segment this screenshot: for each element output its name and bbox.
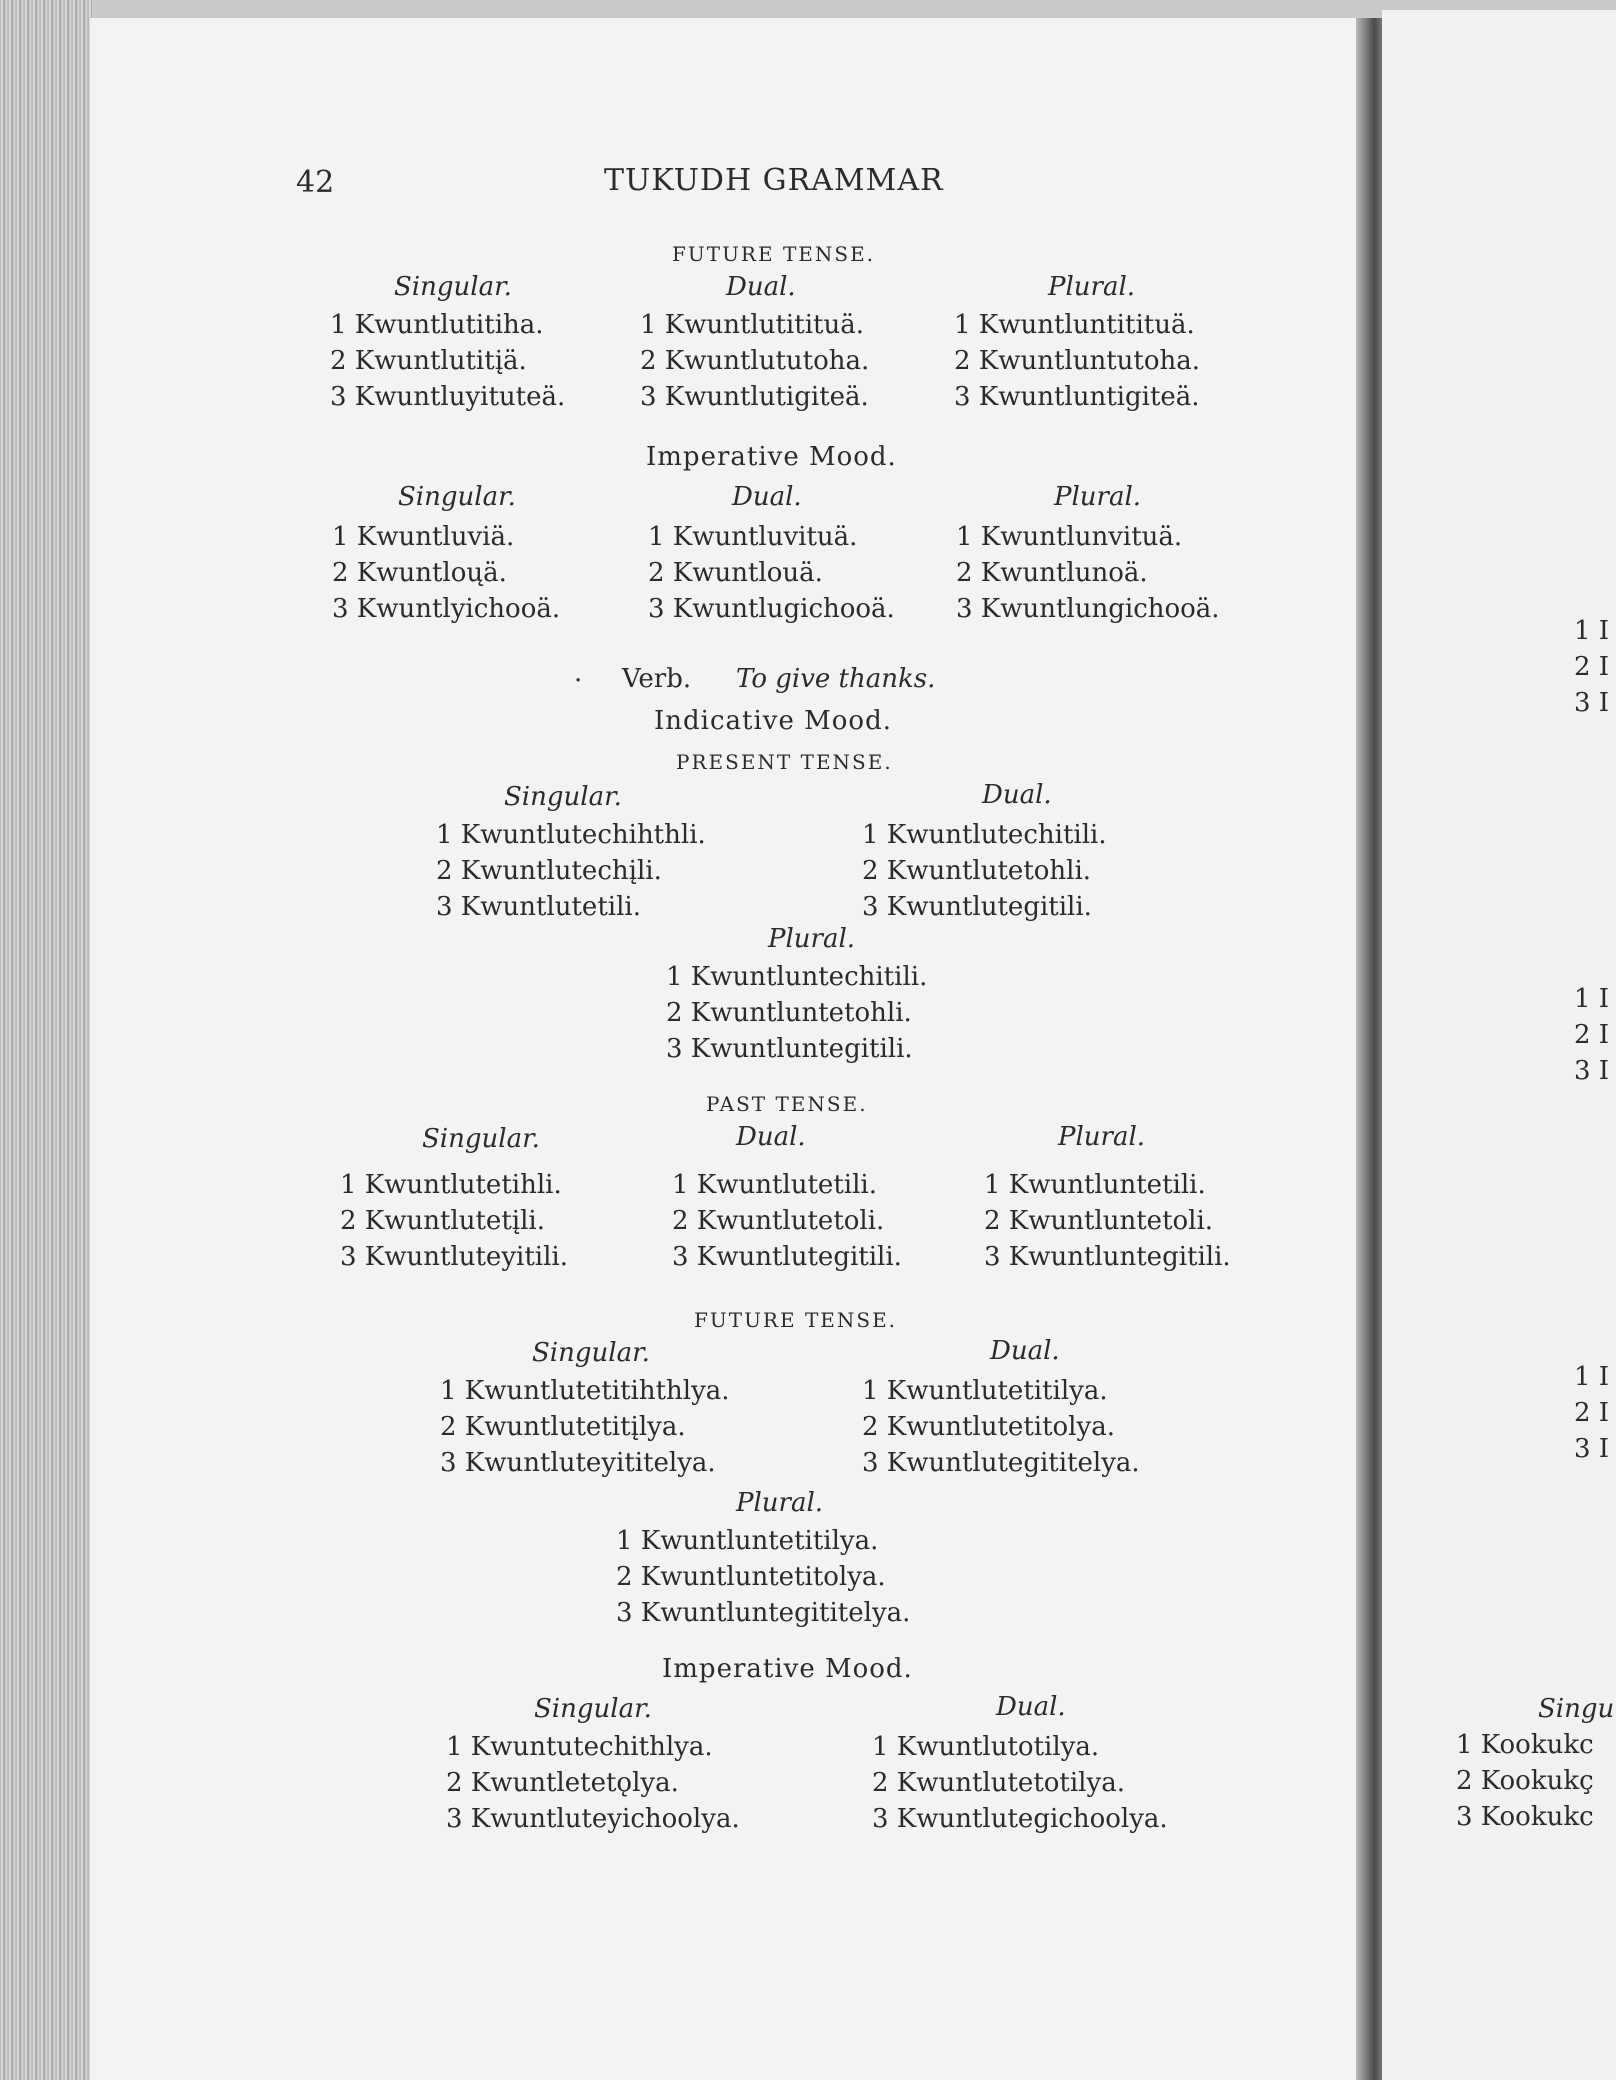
future2-singular-forms [440,1376,730,1484]
form: 3 Kwuntluteyititelya. [440,1448,716,1478]
imperative-plural-label: Plural. [1054,482,1142,512]
fragment: 2 I [1574,1398,1610,1428]
form: 1 Kwuntluviä. [332,522,515,552]
fragment: 1 I [1574,616,1610,646]
future2-plural-forms [616,1526,910,1634]
imperative-dual-label: Dual. [732,482,802,512]
form: 3 Kwuntlutigiteä. [640,382,869,412]
fragment: 2 Kookukç [1456,1766,1594,1796]
fragment: 3 I [1574,688,1610,718]
past-singular-label: Singular. [422,1124,540,1154]
present-singular-forms [436,820,706,928]
imperative2-dual-forms [872,1732,1168,1840]
form: 1 Kwuntluvituä. [648,522,858,552]
present-plural-forms [666,962,927,1070]
form: 1 Kwuntlutetihli. [340,1170,562,1200]
form: 2 Kwuntloųä. [332,558,507,588]
form: 2 Kwuntlutechįli. [436,856,662,886]
imperative2-dual-label: Dual. [996,1692,1066,1722]
imperative-plural-forms [956,522,1220,630]
form: 3 Kwuntlutegitili. [672,1242,902,1272]
fragment: 3 I [1574,1434,1610,1464]
fragment: 3 I [1574,1056,1610,1086]
future-singular-forms [330,310,565,418]
future2-singular-label: Singular. [532,1338,650,1368]
book-gutter [1356,18,1382,2080]
fragment: 2 I [1574,652,1610,682]
fragment: 3 Kookukc [1456,1802,1594,1832]
form: 2 Kwuntlutetoli. [672,1206,885,1236]
future-tense-heading: FUTURE TENSE. [672,242,876,266]
form: 3 Kwuntluntegitili. [984,1242,1231,1272]
form: 2 Kwuntlutetitolya. [862,1412,1115,1442]
form: 2 Kwuntluntutoha. [954,346,1201,376]
form: 3 Kwuntluntegitili. [666,1034,913,1064]
present-tense-heading: PRESENT TENSE. [676,750,893,774]
form: 2 Kwuntlutetohli. [862,856,1092,886]
form: 1 Kwuntluntetitilya. [616,1526,879,1556]
form: 1 Kwuntlunvituä. [956,522,1183,552]
fragment: 1 I [1574,1362,1610,1392]
form: 3 Kwuntluntegititelya. [616,1598,911,1628]
form: 3 Kwuntlutegititelya. [862,1448,1140,1478]
form: 1 Kwuntluntitituä. [954,310,1195,340]
future-plural-label: Plural. [1048,272,1136,302]
form: 2 Kwuntluntetoli. [984,1206,1214,1236]
form: 2 Kwuntlutetitįlya. [440,1412,686,1442]
right-page-fragment-b [1574,984,1609,1092]
form: 2 Kwuntlunoä. [956,558,1148,588]
form: 3 Kwuntluyituteä. [330,382,566,412]
form: 1 Kwuntlutetili. [672,1170,877,1200]
imperative2-singular-label: Singular. [534,1694,652,1724]
form: 3 Kwuntlutegitili. [862,892,1092,922]
form: 2 Kwuntlutitįä. [330,346,527,376]
past-plural-forms [984,1170,1231,1278]
form: 3 Kwuntlugichooä. [648,594,895,624]
form: 1 Kwuntlutetitihthlya. [440,1376,730,1406]
past-plural-label: Plural. [1058,1122,1146,1152]
book-page-edges [0,0,92,2080]
fragment: 2 I [1574,1020,1610,1050]
form: 1 Kwuntluntechitili. [666,962,928,992]
form: 1 Kwuntutechithlya. [446,1732,713,1762]
form: 3 Kwuntluntigiteä. [954,382,1200,412]
future2-dual-forms [862,1376,1140,1484]
form: 1 Kwuntlutitiha. [330,310,544,340]
past-dual-forms [672,1170,902,1278]
form: 3 Kwuntlutegichoolya. [872,1804,1168,1834]
form: 3 Kwuntlungichooä. [956,594,1220,624]
future2-plural-label: Plural. [736,1488,824,1518]
present-dual-forms [862,820,1107,928]
form: 2 Kwuntlouä. [648,558,823,588]
form: 3 Kwuntluteyitili. [340,1242,568,1272]
form: 2 Kwuntluntetohli. [666,998,912,1028]
past-dual-label: Dual. [736,1122,806,1152]
present-plural-label: Plural. [768,924,856,954]
verb-meaning: To give thanks. [736,664,936,694]
fragment: 1 I [1574,984,1610,1014]
form: 2 Kwuntletetǫlya. [446,1768,679,1798]
form: 2 Kwuntluntetitolya. [616,1562,886,1592]
verb-bullet: · [574,666,583,696]
form: 3 Kwuntlyichooä. [332,594,561,624]
future-singular-label: Singular. [394,272,512,302]
present-singular-label: Singular. [504,782,622,812]
form: 1 Kwuntluntetili. [984,1170,1206,1200]
right-page-fragment-c [1574,1362,1609,1470]
imperative-singular-label: Singular. [398,482,516,512]
imperative-mood-heading-2: Imperative Mood. [662,1654,913,1684]
past-singular-forms [340,1170,568,1278]
form: 2 Kwuntlutetįli. [340,1206,545,1236]
form: 2 Kwuntlutetotilya. [872,1768,1125,1798]
future-plural-forms [954,310,1200,418]
future2-dual-label: Dual. [990,1336,1060,1366]
imperative-mood-heading: Imperative Mood. [646,442,897,472]
form: 1 Kwuntlutechihthli. [436,820,706,850]
future-dual-forms [640,310,869,418]
form: 3 Kwuntlutetili. [436,892,641,922]
indicative-mood-heading: Indicative Mood. [654,706,892,736]
right-page-label: Singu [1538,1694,1615,1724]
imperative2-singular-forms [446,1732,740,1840]
form: 3 Kwuntluteyichoolya. [446,1804,740,1834]
imperative-singular-forms [332,522,560,630]
form: 1 Kwuntlutetitilya. [862,1376,1108,1406]
present-dual-label: Dual. [982,780,1052,810]
future-tense-heading-2: FUTURE TENSE. [694,1308,898,1332]
verb-label: Verb. [622,664,692,694]
running-title: TUKUDH GRAMMAR [604,163,944,198]
form: 2 Kwuntlututoha. [640,346,870,376]
right-page-fragment-a [1574,616,1609,724]
form: 1 Kwuntlutitituä. [640,310,864,340]
form: 1 Kwuntlutotilya. [872,1732,1100,1762]
future-dual-label: Dual. [726,272,796,302]
fragment: 1 Kookukc [1456,1730,1594,1760]
form: 1 Kwuntlutechitili. [862,820,1107,850]
right-page-forms [1456,1730,1594,1838]
past-tense-heading: PAST TENSE. [706,1092,868,1116]
page-number: 42 [296,165,335,200]
imperative-dual-forms [648,522,895,630]
